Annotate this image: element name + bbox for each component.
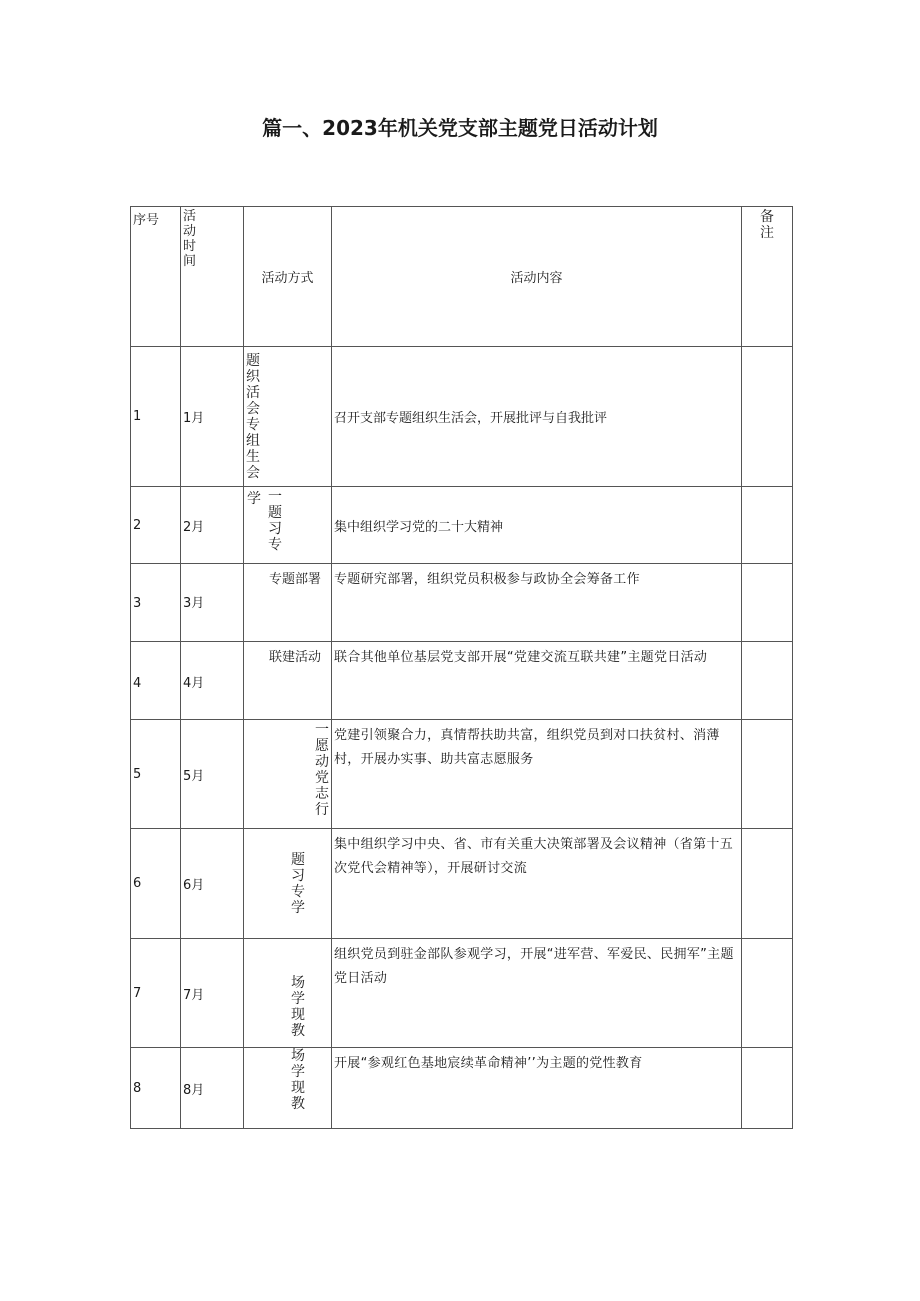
row-method: 场学现教 <box>244 1048 332 1129</box>
table-row <box>131 564 793 642</box>
row-remark <box>742 564 793 642</box>
row-remark <box>742 829 793 939</box>
row-no: 5 <box>131 720 181 829</box>
row-no: 4 <box>131 642 181 720</box>
header-method: 活动方式 <box>244 207 332 347</box>
header-time: 活动时间 <box>181 207 244 347</box>
row-month: 4月 <box>181 642 244 720</box>
row-content: 集中组织学习中央、省、市有关重大决策部署及会议精神（省第十五次党代会精神等），开展研讨交流 <box>332 829 742 939</box>
row-no: 6 <box>131 829 181 939</box>
row-month: 2月 <box>181 487 244 564</box>
table-row <box>131 720 793 829</box>
row-method: 一愿动党志行 <box>244 720 332 829</box>
row-content: 联合其他单位基层党支部开展“党建交流互联共建”主题党日活动 <box>332 642 742 720</box>
row-remark <box>742 487 793 564</box>
row-month: 8月 <box>181 1048 244 1129</box>
row-no: 1 <box>131 347 181 487</box>
row-method: 题织活会专组生会 <box>244 347 332 487</box>
row-remark <box>742 642 793 720</box>
page-title: 篇一、2023年机关党支部主题党日活动计划 <box>262 116 658 140</box>
row-no: 2 <box>131 487 181 564</box>
header-no: 序号 <box>131 207 181 347</box>
row-method: 联建活动 <box>244 642 332 720</box>
row-content: 组织党员到驻金部队参观学习，开展“进军营、军爱民、民拥军”主题党日活动 <box>332 939 742 1048</box>
table-row <box>131 642 793 720</box>
row-remark <box>742 720 793 829</box>
row-no: 7 <box>131 939 181 1048</box>
row-content: 召开支部专题组织生活会，开展批评与自我批评 <box>332 347 742 487</box>
row-method: 题习专学 <box>244 829 332 939</box>
header-remark: 备注 <box>742 207 793 347</box>
row-no: 3 <box>131 564 181 642</box>
row-method: 场学现教 <box>244 939 332 1048</box>
row-method: 学 一题习专 <box>244 487 332 564</box>
row-month: 6月 <box>181 829 244 939</box>
row-method: 专题部署 <box>244 564 332 642</box>
row-remark <box>742 347 793 487</box>
row-remark <box>742 1048 793 1129</box>
header-content: 活动内容 <box>332 207 742 347</box>
row-month: 5月 <box>181 720 244 829</box>
row-remark <box>742 939 793 1048</box>
row-no: 8 <box>131 1048 181 1129</box>
table-row <box>131 939 793 1048</box>
row-content: 专题研究部署，组织党员积极参与政协全会筹备工作 <box>332 564 742 642</box>
table-header-row <box>131 207 793 347</box>
row-content: 党建引领聚合力，真情帮扶助共富，组织党员到对口扶贫村、消薄村，开展办实事、助共富志愿服务 <box>332 720 742 829</box>
table-row <box>131 829 793 939</box>
row-month: 7月 <box>181 939 244 1048</box>
table-row <box>131 1048 793 1129</box>
row-month: 3月 <box>181 564 244 642</box>
row-content: 集中组织学习党的二十大精神 <box>332 487 742 564</box>
table-row <box>131 347 793 487</box>
row-content: 开展“参观红色基地宸续革命精神’’为主题的党性教育 <box>332 1048 742 1129</box>
row-month: 1月 <box>181 347 244 487</box>
activity-plan-table <box>130 206 793 1129</box>
table-row <box>131 487 793 564</box>
